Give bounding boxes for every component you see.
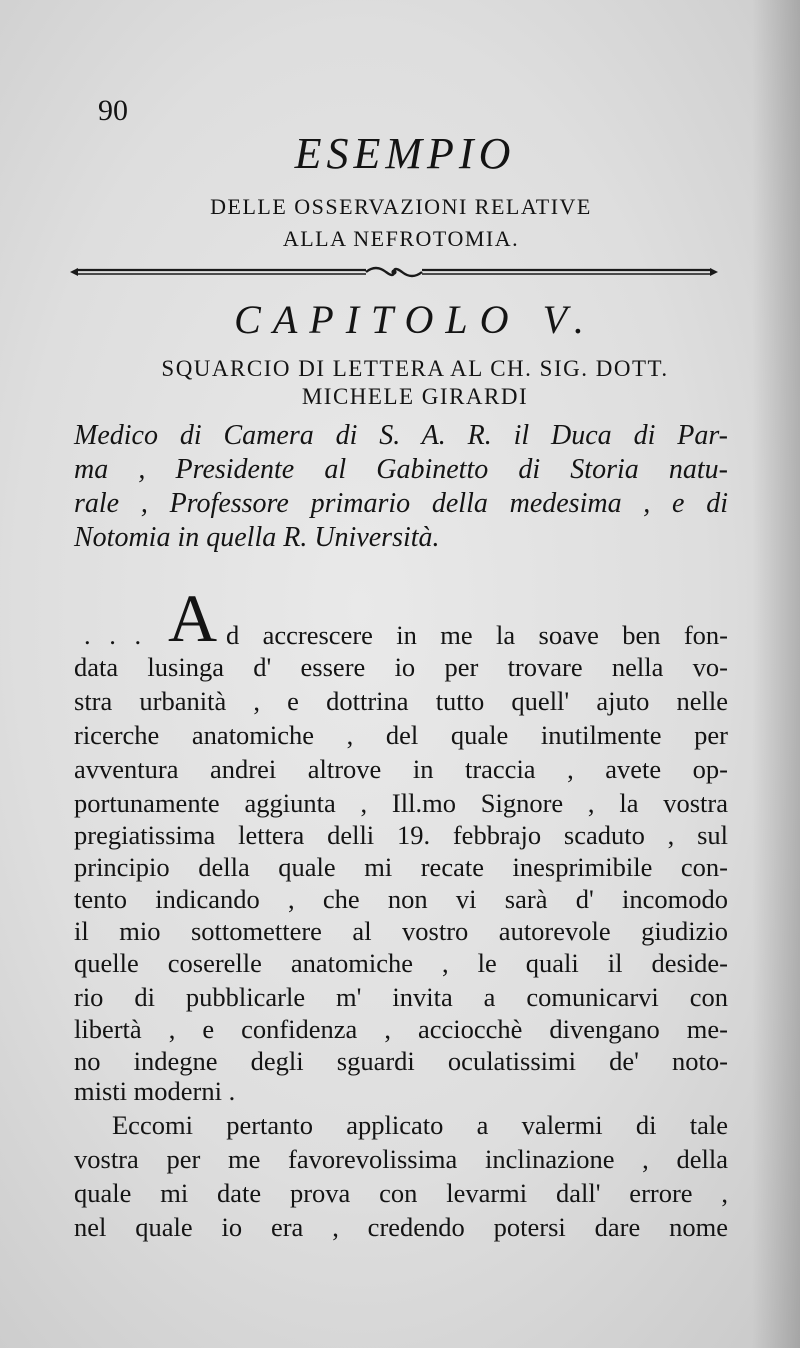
paragraph-2-line: quale mi date prova con levarmi dall' errore , <box>74 1178 728 1208</box>
body-line: principio della quale mi recate inesprimibile con- <box>74 852 728 882</box>
section-title: ESEMPIO <box>294 129 516 178</box>
dedication-line: Medico di Camera di S. A. R. il Duca di Par- <box>74 420 728 451</box>
dedication-line: rale , Professore primario della medesima , e di <box>74 488 728 519</box>
paragraph-2-line: nel quale io era , credendo potersi dare nome <box>74 1212 728 1242</box>
letter-heading-line-1: SQUARCIO DI LETTERA AL CH. SIG. DOTT. <box>161 356 669 381</box>
body-first-line: d accrescere in me la soave ben fon- <box>226 620 728 650</box>
opening-ellipsis: . . . <box>84 620 148 650</box>
chapter-title: CAPITOLO V. <box>234 297 596 342</box>
body-line: portunamente aggiunta , Ill.mo Signore , la vostra <box>74 788 728 818</box>
drop-cap: A <box>168 580 218 656</box>
body-line: quelle coserelle anatomiche , le quali il deside- <box>74 948 728 978</box>
paragraph-2-line: vostra per me favorevolissima inclinazione , della <box>74 1144 728 1174</box>
body-line: il mio sottomettere al vostro autorevole giudizio <box>74 916 728 946</box>
body-line: rio di pubblicarle m' invita a comunicarvi con <box>74 982 728 1012</box>
body-line: ricerche anatomiche , del quale inutilmente per <box>74 720 728 750</box>
dedication-line: ma , Presidente al Gabinetto di Storia natu- <box>74 454 728 485</box>
section-subtitle-line-2: ALLA NEFROTOMIA. <box>282 226 520 251</box>
body-line: data lusinga d' essere io per trovare nella vo- <box>74 652 728 682</box>
body-line: no indegne degli sguardi oculatissimi de' noto- <box>74 1046 728 1076</box>
body-line: libertà , e confidenza , acciocchè divengano me- <box>74 1014 728 1044</box>
page-number: 90 <box>98 94 128 127</box>
dedication-line: Notomia in quella R. Università. <box>74 522 440 553</box>
letter-heading-line-2: MICHELE GIRARDI <box>301 384 529 409</box>
body-line: pregiatissima lettera delli 19. febbrajo scaduto , sul <box>74 820 728 850</box>
body-line: avventura andrei altrove in traccia , avete op- <box>74 754 728 784</box>
paragraph-2-line: Eccomi pertanto applicato a valermi di tale <box>112 1110 728 1140</box>
body-line: misti moderni . <box>74 1076 236 1106</box>
body-line: stra urbanità , e dottrina tutto quell' ajuto nelle <box>74 686 728 716</box>
section-subtitle-line-1: DELLE OSSERVAZIONI RELATIVE <box>210 194 592 219</box>
ornamental-rule <box>70 264 718 280</box>
body-line: tento indicando , che non vi sarà d' incomodo <box>74 884 728 914</box>
